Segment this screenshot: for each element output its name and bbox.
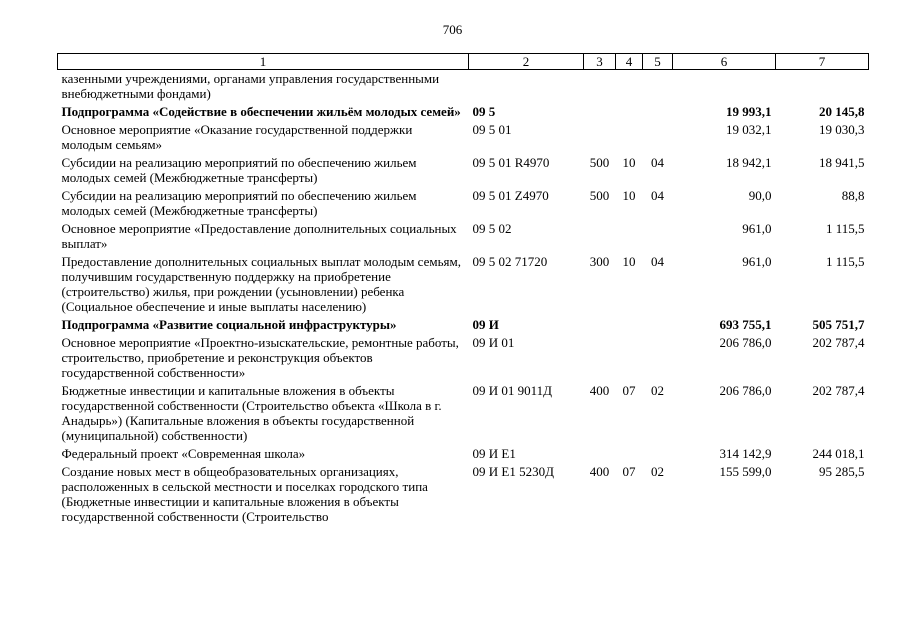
row-name: Федеральный проект «Современная школа»	[61, 446, 306, 461]
column-header-1: 1	[58, 54, 469, 70]
row-amount-col6: 693 755,1	[719, 317, 772, 332]
row-name: Субсидии на реализацию мероприятий по обеспечению жильем молодых семей (Межбюджетные трансферты)	[61, 188, 417, 218]
row-section: 10	[622, 155, 636, 170]
row-name: Предоставление дополнительных социальных выплат молодым семьям, получившим государственную поддержку на приобретение (строительство) жилья, при рождении (усыновлении) ребенка (Социальное обеспечение и иные выплаты населению)	[61, 254, 461, 314]
row-subsection	[643, 334, 673, 382]
row-name: казенными учреждениями, органами управления государственными внебюджетными фондами)	[61, 71, 440, 101]
row-name: Создание новых мест в общеобразовательных организациях, расположенных в сельской местности и поселках городского типа (Бюджетные инвестиции и капитальные вложения в объекты государственной собственности (Строительство	[61, 464, 428, 524]
row-section	[616, 316, 643, 334]
row-code: 09 5 01 R4970	[472, 155, 550, 170]
row-name: Основное мероприятие «Предоставление дополнительных социальных выплат»	[61, 221, 457, 251]
table-row	[58, 463, 869, 526]
row-expense-type: 400	[589, 383, 610, 398]
row-amount-col6: 155 599,0	[719, 464, 772, 479]
column-header-2: 2	[469, 54, 584, 70]
row-expense-type	[584, 316, 616, 334]
row-code: 09 И 01	[472, 335, 515, 350]
row-subsection: 02	[651, 383, 664, 398]
row-amount-col7: 88,8	[841, 188, 865, 203]
row-expense-type	[584, 445, 616, 463]
table-row	[58, 382, 869, 445]
row-section	[616, 445, 643, 463]
row-amount-col7: 202 787,4	[812, 383, 865, 398]
table-row	[58, 253, 869, 316]
row-code: 09 5	[472, 104, 496, 119]
page-number: 706	[442, 22, 463, 37]
row-amount-col6: 314 142,9	[719, 446, 772, 461]
table-row	[58, 154, 869, 187]
row-code: 09 5 02	[472, 221, 512, 236]
row-expense-type: 500	[589, 155, 610, 170]
row-amount-col7: 202 787,4	[812, 335, 865, 350]
row-section	[616, 220, 643, 253]
row-amount-col6: 206 786,0	[719, 383, 772, 398]
row-name: Основное мероприятие «Проектно-изыскательские, ремонтные работы, строительство, приобретение и реконструкция объектов государственной собственности»	[61, 335, 459, 380]
row-amount-col7: 20 145,8	[819, 104, 865, 119]
row-amount-col6: 19 993,1	[726, 104, 772, 119]
row-code: 09 И 01 9011Д	[472, 383, 553, 398]
row-amount-col7: 244 018,1	[812, 446, 865, 461]
row-code: 09 5 01 Z4970	[472, 188, 549, 203]
row-expense-type	[584, 121, 616, 154]
row-amount-col7: 19 030,3	[819, 122, 865, 137]
row-amount-col6: 206 786,0	[719, 335, 772, 350]
header-row	[58, 54, 869, 70]
row-expense-type	[584, 70, 616, 104]
column-header-7: 7	[776, 54, 869, 70]
row-subsection: 04	[651, 254, 664, 269]
row-code: 09 И Е1	[472, 446, 516, 461]
table-row	[58, 187, 869, 220]
row-subsection	[643, 220, 673, 253]
table-row	[58, 220, 869, 253]
row-expense-type	[584, 334, 616, 382]
table-body	[58, 70, 869, 527]
row-section	[616, 103, 643, 121]
row-amount-col6: 18 942,1	[726, 155, 772, 170]
table-row	[58, 103, 869, 121]
row-amount-col6: 961,0	[742, 221, 772, 236]
row-amount-col7: 1 115,5	[825, 254, 865, 269]
row-code: 09 И Е1 5230Д	[472, 464, 554, 479]
row-subsection	[643, 70, 673, 104]
row-subsection	[643, 121, 673, 154]
row-section	[616, 70, 643, 104]
table-row	[58, 121, 869, 154]
row-subsection: 04	[651, 188, 664, 203]
row-expense-type: 300	[589, 254, 610, 269]
row-code: 09 И	[472, 317, 499, 332]
row-expense-type: 500	[589, 188, 610, 203]
row-amount-col6: 961,0	[742, 254, 772, 269]
row-name: Подпрограмма «Содействие в обеспечении жильём молодых семей»	[61, 104, 461, 119]
row-subsection	[643, 316, 673, 334]
row-subsection	[643, 445, 673, 463]
row-amount-col7: 18 941,5	[819, 155, 865, 170]
row-expense-type	[584, 103, 616, 121]
column-header-3: 3	[584, 54, 616, 70]
row-name: Основное мероприятие «Оказание государственной поддержки молодым семьям»	[61, 122, 413, 152]
row-section: 10	[622, 254, 636, 269]
row-name: Бюджетные инвестиции и капитальные вложения в объекты государственной собственности (Строительство объекта «Школа в г. Анадырь») (Капитальные вложения в объекты государственной (муниципальной) собственности)	[61, 383, 442, 443]
row-code	[469, 70, 584, 104]
row-section: 10	[622, 188, 636, 203]
row-amount-col6: 19 032,1	[726, 122, 772, 137]
table-row	[58, 70, 869, 104]
row-subsection: 02	[651, 464, 664, 479]
row-amount-col7: 505 751,7	[812, 317, 865, 332]
row-amount-col7: 1 115,5	[825, 221, 865, 236]
row-expense-type	[584, 220, 616, 253]
row-code: 09 5 02 71720	[472, 254, 548, 269]
row-amount-col7	[776, 70, 869, 104]
row-section: 07	[622, 464, 636, 479]
row-expense-type: 400	[589, 464, 610, 479]
column-header-4: 4	[616, 54, 643, 70]
row-amount-col7: 95 285,5	[819, 464, 865, 479]
row-code: 09 5 01	[472, 122, 512, 137]
row-section	[616, 334, 643, 382]
table-row	[58, 316, 869, 334]
table-row	[58, 445, 869, 463]
row-subsection: 04	[651, 155, 664, 170]
row-section	[616, 121, 643, 154]
row-amount-col6: 90,0	[748, 188, 772, 203]
column-header-6: 6	[673, 54, 776, 70]
row-subsection	[643, 103, 673, 121]
row-amount-col6	[673, 70, 776, 104]
row-name: Субсидии на реализацию мероприятий по обеспечению жильем молодых семей (Межбюджетные трансферты)	[61, 155, 417, 185]
row-name: Подпрограмма «Развитие социальной инфраструктуры»	[61, 317, 397, 332]
budget-table	[57, 53, 869, 526]
column-header-5: 5	[643, 54, 673, 70]
row-section: 07	[622, 383, 636, 398]
table-row	[58, 334, 869, 382]
